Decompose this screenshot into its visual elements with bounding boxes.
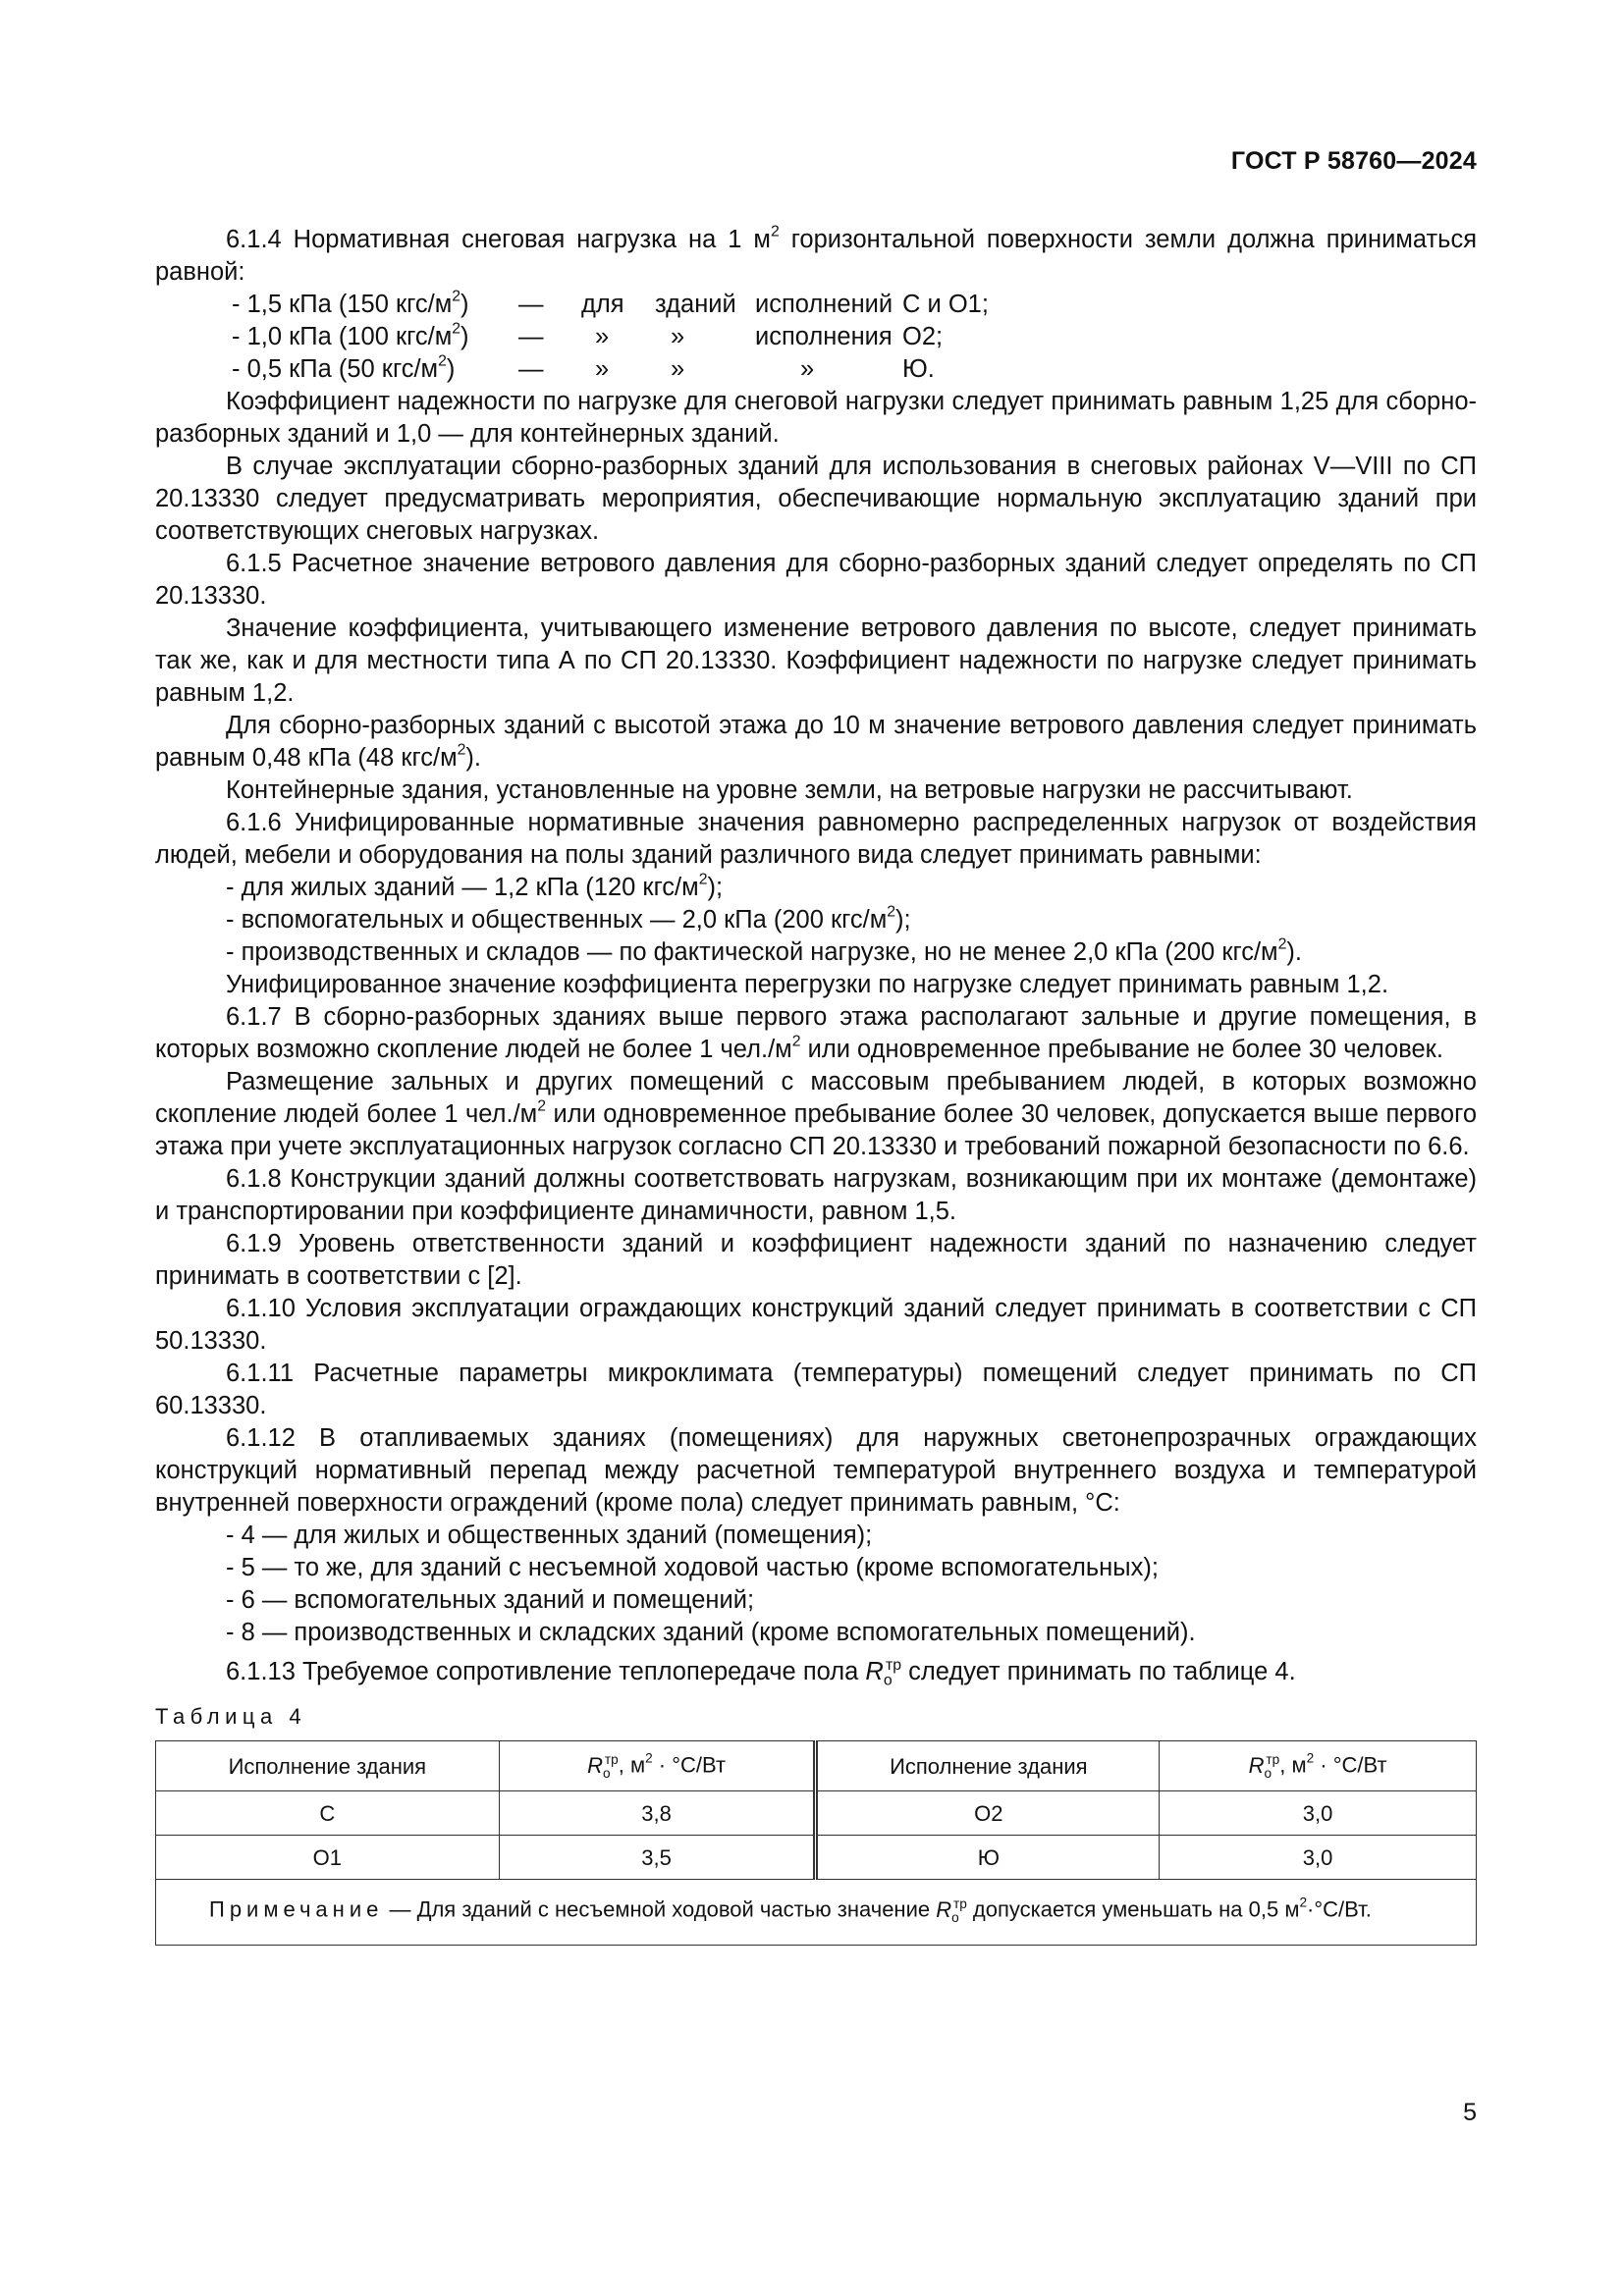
table-header-cell: $R_o^{тр}$, $м^2 \cdot ^\circ С/Вт$ [1160, 1741, 1477, 1791]
snow-load-item: - 1,5 кПа (150 кгс/$м^2$) — для зданий исполнений С и О1; [232, 288, 989, 318]
section-6-1-4: 6.1.4 Нормативная снеговая нагрузка на 1 $м^2$ горизонтальной поверхности земли должна приниматься равной: [155, 223, 1478, 286]
table-header-row [156, 1741, 1477, 1791]
temperature-item: - 6 — вспомогательных зданий и помещений; [226, 1586, 755, 1614]
table-row [156, 1791, 1477, 1836]
table-cell: Ю [816, 1836, 1160, 1880]
section-6-1-7: 6.1.7 В сборно-разборных зданиях выше первого этажа располагают зальные и другие помещения, в которых возможно скопление людей не более 1 $чел./м^2$ или одновременное пребывание не более 30 человек. [155, 1003, 1477, 1063]
paragraph-wind-coefficient: Значение коэффициента, учитывающего изменение ветрового давления по высоте, следует принимать так же, как и для местности типа А по СП 20.13330. Коэффициент надежности по нагрузке следует принимать равным 1,2. [155, 614, 1477, 707]
section-6-1-6: 6.1.6 Унифицированные нормативные значения равномерно распределенных нагрузок от воздействия людей, мебели и оборудования на полы зданий различного вида следует принимать равными: [155, 809, 1477, 869]
snow-load-list [155, 289, 1477, 386]
temperature-item: - 4 — для жилых и общественных зданий (помещения); [226, 1522, 873, 1549]
temperature-item: - 5 — то же, для зданий с несъемной ходовой частью (кроме вспомогательных); [226, 1554, 1159, 1581]
paragraph-reliability: Коэффициент надежности по нагрузке для снеговой нагрузки следует принимать равным 1,25 для сборно-разборных зданий и 1,0 — для контейнерных зданий. [155, 388, 1477, 448]
table-cell: С [156, 1791, 500, 1836]
floor-load-item: - производственных и складов — по фактической нагрузке, но не менее 2,0 кПа (200 кгс/$м^2$). [226, 935, 1302, 966]
paragraph-container: Контейнерные здания, установленные на уровне земли, на ветровые нагрузки не рассчитывают. [226, 776, 1353, 804]
floor-load-item: - для жилых зданий — 1,2 кПа (120 кгс/$м^2$); [226, 871, 724, 901]
section-6-1-12: 6.1.12 В отапливаемых зданиях (помещениях) для наружных светонепрозрачных ограждающих конструкций нормативный перепад между расчетной температурой внутреннего воздуха и температурой внутренней поверхности ограждений (кроме пола) следует принимать равным, °С: [155, 1424, 1477, 1517]
paragraph-wind-height: Для сборно-разборных зданий с высотой этажа до 10 м значение ветрового давления следует принимать равным 0,48 кПа (48 кгс/$м^2$). [155, 712, 1477, 772]
table-header-cell: Исполнение здания [816, 1741, 1160, 1791]
page-number: 5 [1463, 2099, 1477, 2126]
section-6-1-13: 6.1.13 Требуемое сопротивление теплопередаче пола $R_o^{тр}$ следует принимать по таблице 4. [226, 1657, 1296, 1689]
table-cell: 3,0 [1160, 1836, 1477, 1880]
table-note: Примечание — Для зданий с несъемной ходовой частью значение $R_o^{тр}$ допускается уменьшать на 0,5 $м^2\cdot^\circ С/Вт$. [156, 1880, 1477, 1945]
section-6-1-11: 6.1.11 Расчетные параметры микроклимата (температуры) помещений следует принимать по СП 60.13330. [155, 1360, 1477, 1419]
table-label: Таблица 4 [155, 1704, 307, 1730]
paragraph-halls: Размещение зальных и других помещений с массовым пребыванием людей, в которых возможно скопление людей более 1 $чел./м^2$ или одновременное пребывание более 30 человек, допускается выше первого этажа при учете эксплуатационных нагрузок согласно СП 20.13330 и требований пожарной безопасности по 6.6. [155, 1068, 1477, 1160]
table-cell: 3,8 [499, 1791, 816, 1836]
table-row [156, 1836, 1477, 1880]
table-note-row [156, 1880, 1477, 1945]
floor-load-item: - вспомогательных и общественных — 2,0 кПа (200 кгс/$м^2$); [226, 903, 911, 934]
section-6-1-9: 6.1.9 Уровень ответственности зданий и коэффициент надежности зданий по назначению следует принимать в соответствии с [2]. [155, 1230, 1477, 1290]
table-4 [155, 1740, 1477, 1945]
snow-load-item: - 1,0 кПа (100 кгс/$м^2$) — » » исполнения О2; [232, 320, 944, 350]
snow-load-item: - 0,5 кПа (50 кгс/$м^2$) — » » » Ю. [232, 352, 935, 383]
paragraph-snow-regions: В случае эксплуатации сборно-разборных зданий для использования в снеговых районах V—VIII по СП 20.13330 следует предусматривать мероприятия, обеспечивающие нормальную эксплуатацию зданий при соответствующих снеговых нагрузках. [155, 453, 1477, 545]
temperature-item: - 8 — производственных и складских зданий (кроме вспомогательных помещений). [226, 1619, 1196, 1646]
document-body [155, 224, 1477, 1946]
section-6-1-10: 6.1.10 Условия эксплуатации ограждающих конструкций зданий следует принимать в соответствии с СП 50.13330. [155, 1295, 1477, 1355]
table-header-cell: Исполнение здания [156, 1741, 500, 1791]
table-cell: 3,5 [499, 1836, 816, 1880]
table-cell: 3,0 [1160, 1791, 1477, 1836]
r-symbol: $R_o^{тр}$ [865, 1657, 902, 1689]
section-6-1-8: 6.1.8 Конструкции зданий должны соответствовать нагрузкам, возникающим при их монтаже (демонтаже) и транспортировании при коэффициенте динамичности, равном 1,5. [155, 1165, 1477, 1225]
table-cell: О2 [816, 1791, 1160, 1836]
section-6-1-5: 6.1.5 Расчетное значение ветрового давления для сборно-разборных зданий следует определять по СП 20.13330. [155, 550, 1477, 610]
paragraph-overload: Унифицированное значение коэффициента перегрузки по нагрузке следует принимать равным 1,2. [226, 971, 1389, 998]
standard-designation: ГОСТ Р 58760—2024 [1230, 147, 1477, 175]
table-header-cell: $R_o^{тр}$, $м^2 \cdot ^\circ С/Вт$ [499, 1741, 816, 1791]
table-cell: О1 [156, 1836, 500, 1880]
